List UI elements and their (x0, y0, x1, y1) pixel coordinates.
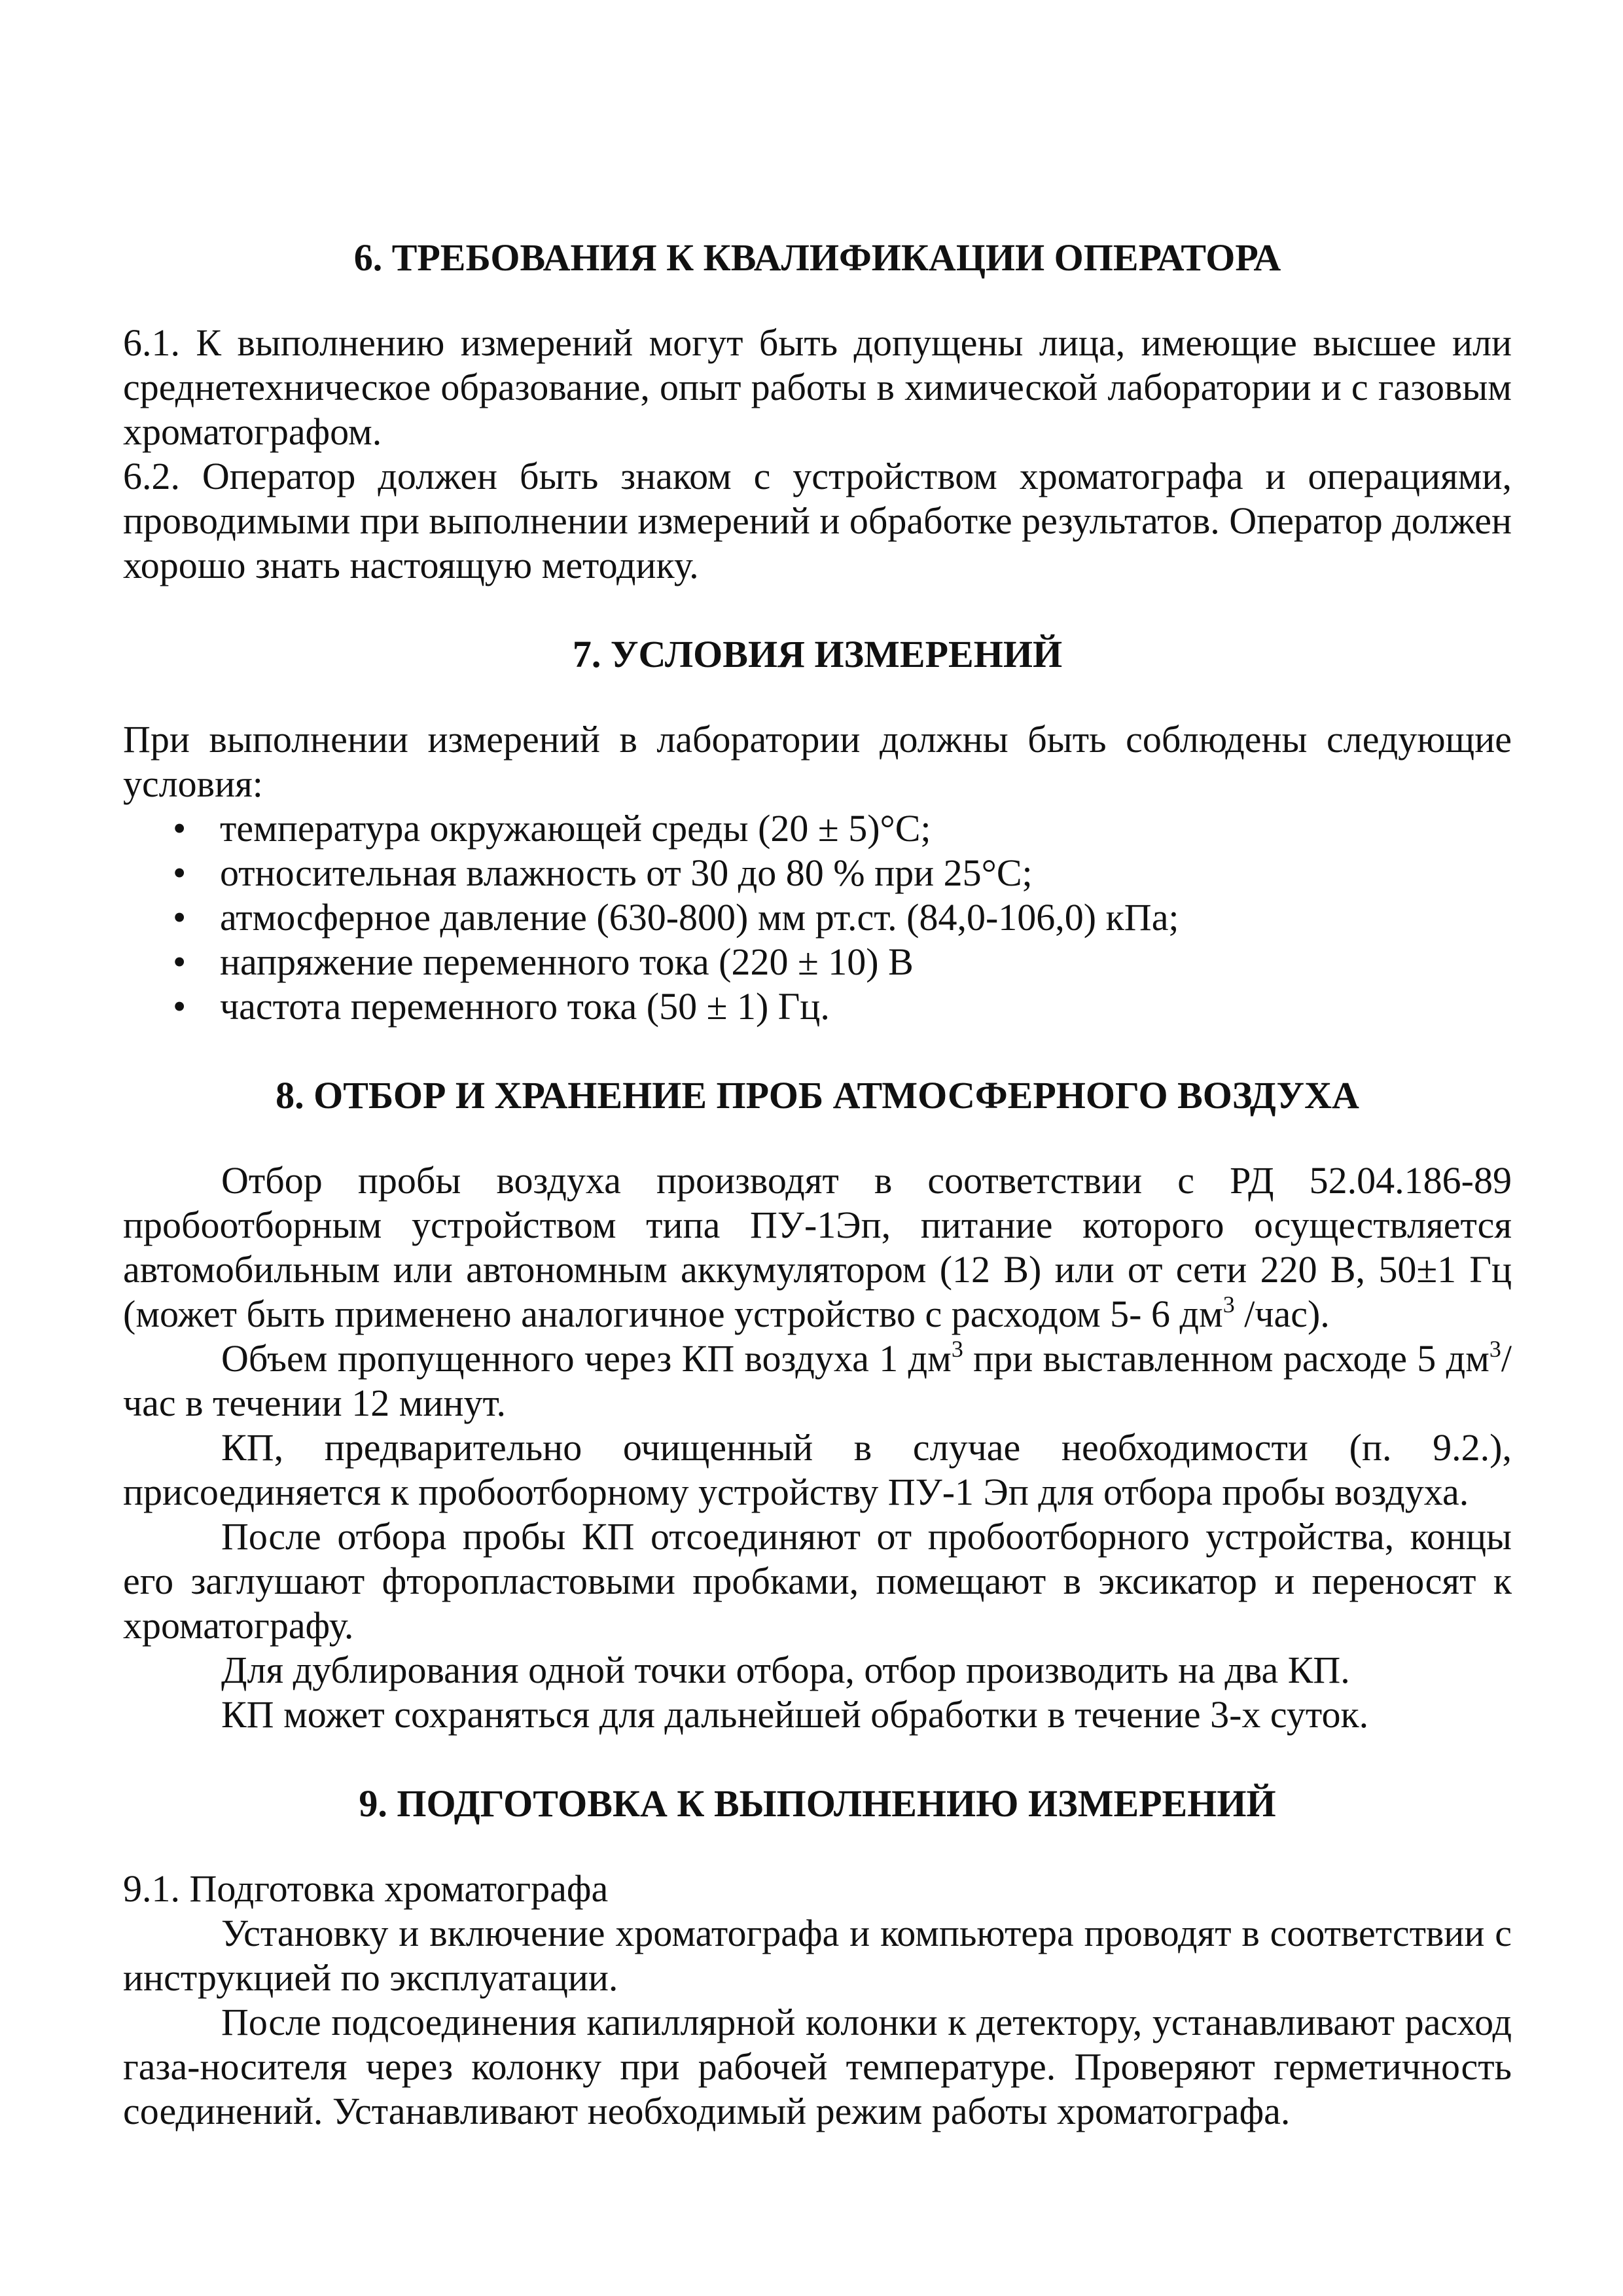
list-item (123, 984, 1512, 1029)
list-item-text: частота переменного тока (50 ± 1) Гц. (220, 985, 830, 1028)
list-item-text: атмосферное давление (630-800) мм рт.ст. (84,0-106,0) кПа; (220, 896, 1179, 939)
paragraph-text: /час). (1234, 1293, 1330, 1335)
list-item-text: температура окружающей среды (20 ± 5)°С; (220, 807, 931, 850)
list-item (123, 851, 1512, 895)
bullet-icon: • (173, 941, 187, 983)
section-7-intro: При выполнении измерений в лаборатории должны быть соблюдены следующие условия: (123, 718, 1512, 805)
paragraph-text: Объем пропущенного через КП воздуха 1 дм (221, 1337, 952, 1380)
paragraph-text: при выставленном расходе 5 дм (963, 1337, 1489, 1380)
section-8-paragraph-2 (123, 1336, 1512, 1426)
section-9-subheading: 9.1. Подготовка хроматографа (123, 1867, 609, 1910)
superscript: 3 (1489, 1336, 1501, 1362)
list-item (123, 806, 1512, 851)
bullet-icon: • (173, 985, 187, 1028)
section-8-paragraph-6: КП может сохраняться для дальнейшей обработки в течение 3-х суток. (221, 1693, 1369, 1736)
bullet-icon: • (173, 807, 187, 850)
superscript: 3 (951, 1336, 963, 1362)
list-item (123, 895, 1512, 940)
document-page (123, 236, 1512, 2134)
section-9-title: 9. ПОДГОТОВКА К ВЫПОЛНЕНИЮ ИЗМЕРЕНИЙ (359, 1782, 1276, 1825)
paragraph-text: Отбор пробы воздуха производят в соответствии с РД 52.04.186-89 пробоотборным устройством типа ПУ-1Эп, питание которого осуществляется автомобильным или автономным аккумулятором (12 В) или от сети 220 В, 50±1 Гц (может быть применено аналогичное устройство с расходом 5- 6 дм (123, 1159, 1512, 1335)
section-8-paragraph-3: КП, предварительно очищенный в случае необходимости (п. 9.2.), присоединяется к пробоотборному устройству ПУ-1 Эп для отбора пробы воздуха. (123, 1426, 1512, 1513)
section-6-paragraph-2: 6.2. Оператор должен быть знаком с устройством хроматографа и операциями, проводимыми при выполнении измерений и обработке результатов. Оператор должен хорошо знать настоящую методику. (123, 455, 1512, 586)
conditions-list (123, 806, 1512, 1029)
list-item-text: напряжение переменного тока (220 ± 10) В (220, 941, 914, 983)
section-9-paragraph-2: После подсоединения капиллярной колонки к детектору, устанавливают расход газа-носителя через колонку при рабочей температуре. Проверяют герметичность соединений. Устанавливают необходимый режим работы хроматографа. (123, 2001, 1512, 2132)
bullet-icon: • (173, 852, 187, 894)
list-item-text: относительная влажность от 30 до 80 % при 25°С; (220, 852, 1033, 894)
section-6-title: 6. ТРЕБОВАНИЯ К КВАЛИФИКАЦИИ ОПЕРАТОРА (353, 236, 1281, 279)
section-9-paragraph-1: Установку и включение хроматографа и компьютера проводят в соответствии с инструкцией по эксплуатации. (123, 1912, 1512, 1999)
section-7-title: 7. УСЛОВИЯ ИЗМЕРЕНИЙ (572, 633, 1063, 675)
section-8-paragraph-5: Для дублирования одной точки отбора, отбор производить на два КП. (221, 1649, 1350, 1691)
superscript: 3 (1222, 1291, 1235, 1318)
bullet-icon: • (173, 896, 187, 939)
paragraph-text: /час в течении 12 минут. (123, 1337, 1512, 1424)
section-8-title: 8. ОТБОР И ХРАНЕНИЕ ПРОБ АТМОСФЕРНОГО ВОЗДУХА (276, 1074, 1359, 1117)
section-8-paragraph-1 (123, 1158, 1512, 1336)
section-6-paragraph-1: 6.1. К выполнению измерений могут быть допущены лица, имеющие высшее или среднетехническое образование, опыт работы в химической лаборатории и с газовым хроматографом. (123, 321, 1512, 453)
section-8-paragraph-4: После отбора пробы КП отсоединяют от пробоотборного устройства, концы его заглушают фторопластовыми пробками, помещают в эксикатор и переносят к хроматографу. (123, 1515, 1512, 1647)
list-item (123, 940, 1512, 984)
